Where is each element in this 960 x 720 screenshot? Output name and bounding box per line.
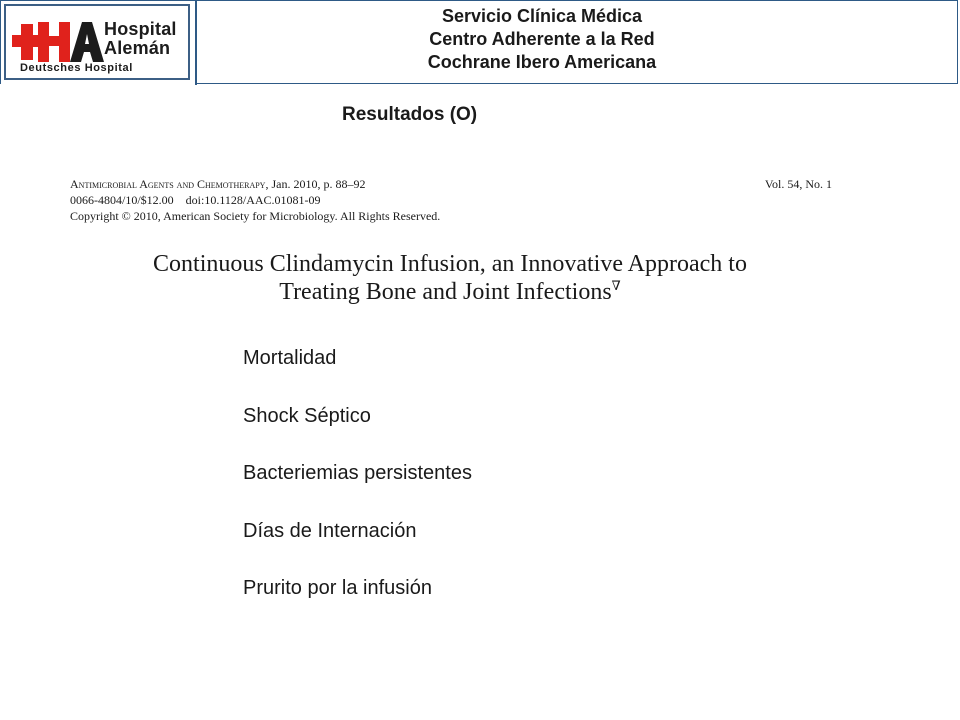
logo-subtitle: Deutsches Hospital [20, 62, 133, 74]
outcome-item-prurito: Prurito por la infusión [243, 577, 432, 599]
hospital-logo-name [104, 20, 177, 58]
outcome-item-bacteriemias: Bacteriemias persistentes [243, 462, 472, 484]
issn-doi-text: 0066-4804/10/$12.00 doi:10.1128/AAC.01081-09 [70, 193, 321, 207]
journal-date-pages: , Jan. 2010, p. 88–92 [265, 177, 366, 191]
logo-name-line2: Alemán [104, 38, 171, 58]
hospital-logo [4, 4, 190, 80]
citation-block [70, 176, 832, 224]
header-line-2: Centro Adherente a la Red [429, 29, 655, 49]
hospital-logo-box [1, 1, 197, 85]
outcomes-list [243, 344, 472, 632]
journal-name: Antimicrobial Agents and Chemotherapy [70, 177, 266, 191]
citation-line-1 [70, 176, 832, 192]
logo-name-line1: Hospital [104, 19, 177, 39]
outcome-item-dias-internacion: Días de Internación [243, 519, 417, 542]
journal-volume: Vol. 54, No. 1 [764, 177, 832, 191]
section-title: Resultados (O) [342, 104, 478, 125]
copyright-text: Copyright © 2010, American Society for Microbiology. All Rights Reserved. [70, 209, 441, 223]
header-line-3: Cochrane Ibero Americana [427, 52, 657, 72]
article-title-line2: Treating Bone and Joint Infections [279, 279, 612, 305]
hospital-logo-mark-icon [12, 20, 108, 66]
citation-copyright [70, 208, 832, 224]
slide-header [0, 0, 958, 84]
outcome-item-shock-septico: Shock Séptico [243, 404, 371, 427]
article-title-line2-wrap [90, 278, 810, 306]
outcome-item-mortalidad: Mortalidad [243, 347, 337, 369]
footnote-mark: ∇ [611, 278, 621, 293]
article-title [90, 250, 810, 306]
citation-issn-doi [70, 192, 832, 208]
header-line-1: Servicio Clínica Médica [441, 6, 643, 26]
article-title-line1: Continuous Clindamycin Infusion, an Innovative Approach to [153, 251, 747, 277]
header-text [197, 5, 887, 74]
